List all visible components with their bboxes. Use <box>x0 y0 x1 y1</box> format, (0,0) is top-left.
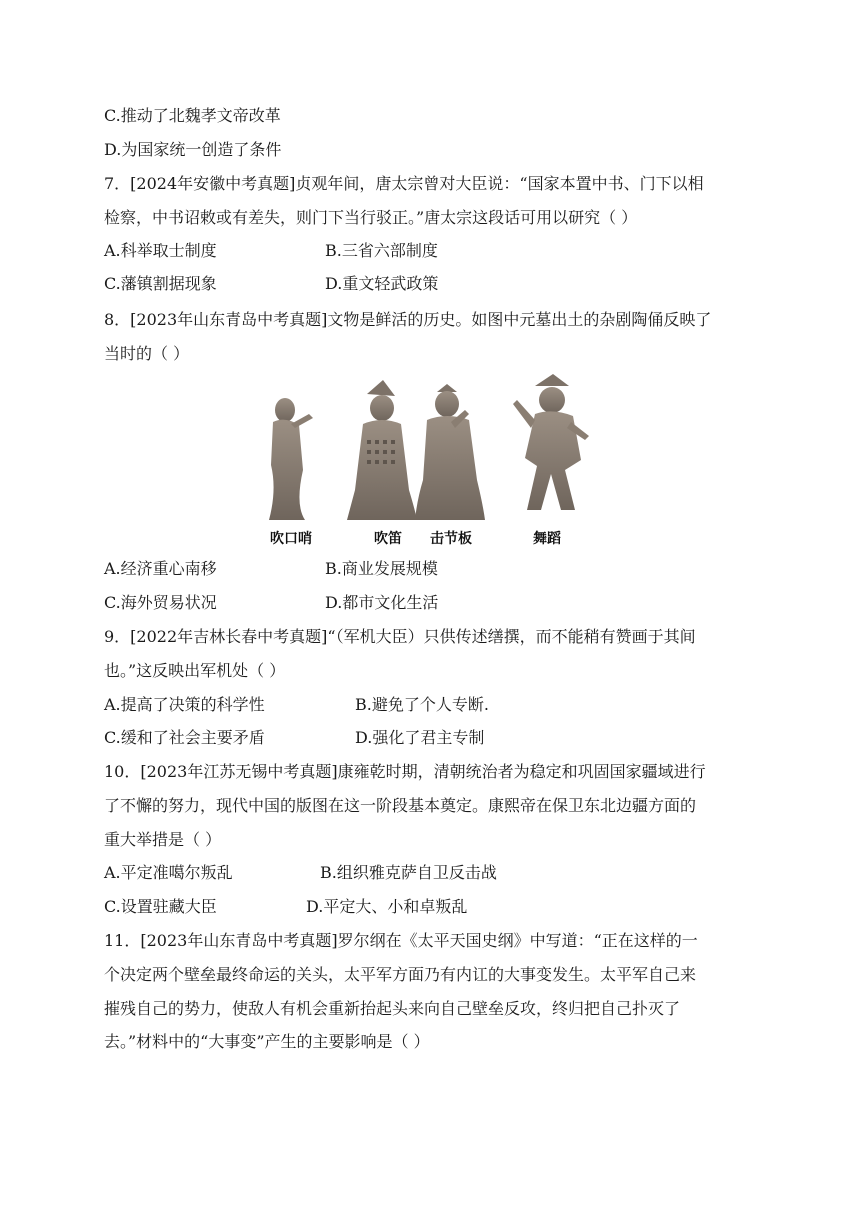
q9-option-b: B.避免了个人专断. <box>355 695 489 714</box>
q9-option-d: D.强化了君主专制 <box>355 728 485 747</box>
q8-option-a: A.经济重心南移 <box>104 559 217 578</box>
figurine-flute <box>347 380 417 520</box>
q7-option-a: A.科举取士制度 <box>104 241 217 260</box>
q11-stem-line1: 11．[2023年山东青岛中考真题]罗尔纲在《太平天国史纲》中写道：“正在这样的一 <box>104 931 698 950</box>
q8-stem-line2: 当时的（ ） <box>104 344 190 363</box>
caption-whistling: 吹口哨 <box>270 531 312 547</box>
q11-stem-line2: 个决定两个壁垒最终命运的关头，太平军方面乃有内讧的大事变发生。太平军自己来 <box>104 965 697 984</box>
q9-stem-line2: 也。”这反映出军机处（ ） <box>104 661 286 680</box>
caption-dancing: 舞蹈 <box>533 531 561 547</box>
q9-option-c: C.缓和了社会主要矛盾 <box>104 728 265 747</box>
q7-option-d: D.重文轻武政策 <box>325 274 439 293</box>
q7-stem-line2: 检察，中书诏敕或有差失，则门下当行驳正。”唐太宗这段话可用以研究（ ） <box>104 208 638 227</box>
q9-option-a: A.提高了决策的科学性 <box>104 695 265 714</box>
q10-stem-line1: 10．[2023年江苏无锡中考真题]康雍乾时期，清朝统治者为稳定和巩固国家疆域进行 <box>104 762 706 781</box>
q10-stem-line3: 重大举措是（ ） <box>104 830 222 849</box>
q10-stem-line2: 了不懈的努力，现代中国的版图在这一阶段基本奠定。康熙帝在保卫东北边疆方面的 <box>104 796 697 815</box>
figurine-clapper <box>415 384 485 520</box>
q8-stem-line1: 8．[2023年山东青岛中考真题]文物是鲜活的历史。如图中元墓出土的杂剧陶俑反映了 <box>104 310 712 329</box>
option-c-q6: C.推动了北魏孝文帝改革 <box>104 106 281 125</box>
q11-stem-line3: 摧残自己的势力，使敌人有机会重新抬起头来向自己壁垒反攻，终归把自己扑灭了 <box>104 999 681 1018</box>
q8-option-c: C.海外贸易状况 <box>104 593 217 612</box>
figurine-dancing <box>513 374 589 510</box>
figurine-whistling <box>269 398 313 520</box>
q8-option-d: D.都市文化生活 <box>325 593 439 612</box>
q9-stem-line1: 9．[2022年吉林长春中考真题]“（军机大臣）只供传述缮撰，而不能稍有赞画于其间 <box>104 627 696 646</box>
option-d-q6: D.为国家统一创造了条件 <box>104 140 282 159</box>
q10-option-a: A.平定准噶尔叛乱 <box>104 863 233 882</box>
q7-stem-line1: 7．[2024年安徽中考真题]贞观年间，唐太宗曾对大臣说：“国家本置中书、门下以相 <box>104 174 704 193</box>
q10-option-c: C.设置驻藏大臣 <box>104 897 217 916</box>
caption-clapper: 击节板 <box>430 531 472 547</box>
q7-option-b: B.三省六部制度 <box>325 241 438 260</box>
q11-stem-line4: 去。”材料中的“大事变”产生的主要影响是（ ） <box>104 1032 430 1051</box>
q7-option-c: C.藩镇割据现象 <box>104 274 217 293</box>
q10-option-b: B.组织雅克萨自卫反击战 <box>320 863 497 882</box>
caption-flute: 吹笛 <box>374 531 402 547</box>
q10-option-d: D.平定大、小和卓叛乱 <box>306 897 468 916</box>
q8-option-b: B.商业发展规模 <box>325 559 438 578</box>
figurines-illustration <box>255 370 610 530</box>
